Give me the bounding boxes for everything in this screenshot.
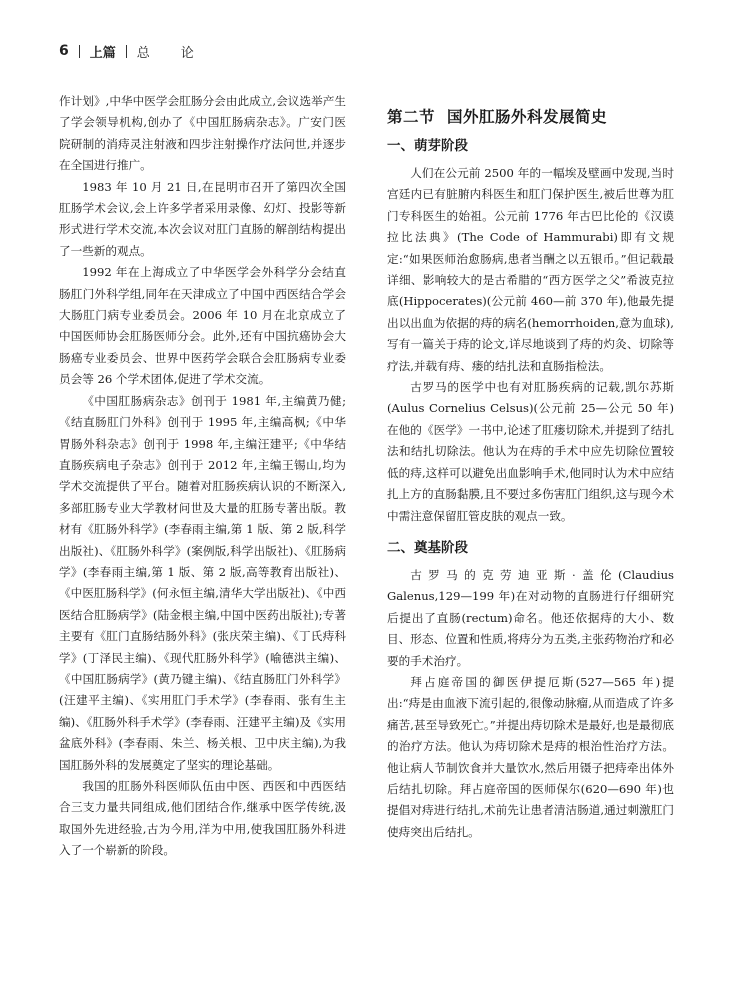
header-divider xyxy=(79,45,80,58)
section-number: 第二节 xyxy=(387,108,436,126)
left-column xyxy=(59,91,346,862)
right-column xyxy=(387,106,674,843)
section-heading xyxy=(387,106,674,128)
paragraph: 1983 年 10 月 21 日,在昆明市召开了第四次全国肛肠学术会议,会上许多学者采用录像、幻灯、投影等新形式进行学术交流,本次会议对肛门直肠的解剖结构提出了一些新的观点。 xyxy=(59,179,346,258)
page-number: 6 xyxy=(59,43,69,59)
paragraph: 《中国肛肠病杂志》创刊于 1981 年,主编黄乃健;《结直肠肛门外科》创刊于 1995 年,主编高枫;《中华胃肠外科杂志》创刊于 1998 年,主编汪建平;《中华结直肠疾病电子杂志》创刊于 2012 年,主编王锡山,均为学术交流提供了平台。随着对肛肠疾病认识的不断深入,多部肛肠专业大学教材问世及大量的肛肠专著出版。教材有《肛肠外科学》(李春雨主编,第 1 版、第 2 版,科学出版社)、《肛肠外科学》(案例版,科学出版社)、《肛肠病学》(李春雨主编,第 1 版、第 2 版,高等教育出版社)、《中医肛肠科学》(何永恒主编,清华大学出版社)、《中西医结合肛肠病学》(陆金根主编,中国中医药出版社);专著主要有《肛门直肠结肠外科》(张庆荣主编)、《丁氏痔科学》(丁泽民主编)、《现代肛肠外科学》(喻德洪主编)、《中国肛肠病学》(黄乃键主编)、《结直肠肛门外科学》(汪建平主编)、《实用肛门手术学》(李春雨、张有生主编)、《肛肠外科手术学》(李春雨、汪建平主编)及《实用盆底外科》(李春雨、朱兰、杨关根、卫中庆主编),为我国肛肠外科的发展奠定了坚实的理论基础。 xyxy=(59,393,346,772)
paragraph: 拜占庭帝国的御医伊提厄斯(527—565 年)提出:“痔是由血液下流引起的,很像动脉瘤,从而造成了许多痛苦,甚至导致死亡。”并提出痔切除术是最好,也是最彻底的治疗方法。他认为痔切除术是痔的根治性治疗方法。他让病人节制饮食并大量饮水,然后用镊子把痔牵出体外后结扎切除。拜占庭帝国的医师保尔(620—690 年)也提倡对痔进行结扎,术前先让患者清洁肠道,通过刺激肛门使痔突出后结扎。 xyxy=(387,674,674,839)
paragraph: 1992 年在上海成立了中华医学会外科学分会结直肠肛门外科学组,同年在天津成立了中国中西医结合学会大肠肛门病专业委员会。2006 年 10 月在北京成立了中国医师协会肛肠医师分会。此外,还有中国抗癌协会大肠癌专业委员会、世界中医药学会联合会肛肠病专业委员会等 26 个学术团体,促进了学术交流。 xyxy=(59,265,346,387)
part-label: 上篇 xyxy=(89,45,116,61)
chapter-title: 总 论 xyxy=(136,45,203,61)
paragraph: 古罗马的医学中也有对肛肠疾病的记载,凯尔苏斯(Aulus Cornelius Celsus)(公元前 25—公元 50 年)在他的《医学》一书中,论述了肛瘘切除术,并提到了结扎法和结扎切除法。他认为在痔的手术中应先切除位置较低的痔,这样可以避免出血影响手术,他同时认为术中应结扎上方的直肠黏膜,且不要过多伤害肛门组织,这与现今术中需注意保留肛管皮肤的观点一致。 xyxy=(387,380,674,523)
subsection-heading: 一、萌芽阶段 xyxy=(387,138,468,154)
paragraph: 我国的肛肠外科医师队伍由中医、西医和中西医结合三支力量共同组成,他们团结合作,继承中医学传统,汲取国外先进经验,古为今用,洋为中用,使我国肛肠外科进入了一个崭新的阶段。 xyxy=(59,779,346,858)
paragraph: 作计划》,中华中医学会肛肠分会由此成立,会议选举产生了学会领导机构,创办了《中国肛肠病杂志》。广安门医院研制的消痔灵注射液和四步注射操作疗法问世,并逐步在全国进行推广。 xyxy=(59,94,346,173)
subsection-heading: 二、奠基阶段 xyxy=(387,539,468,556)
section-title: 国外肛肠外科发展简史 xyxy=(447,108,608,126)
paragraph: 古罗马的克劳迪亚斯·盖伦(Claudius Galenus,129—199 年)在对动物的直肠进行仔细研究后提出了直肠(rectum)命名。他还依据痔的大小、数目、形态、位置和性质,将痔分为五类,主张药物治疗和必要的手术治疗。 xyxy=(387,567,674,668)
paragraph: 人们在公元前 2500 年的一幅埃及壁画中发现,当时宫廷内已有脏腑内科医生和肛门保护医生,被后世尊为肛门专科医生的始祖。公元前 1776 年古巴比伦的《汉谟拉比法典》(The Code of Hammurabi)即有文规定:“如果医师治愈肠病,患者当酬之以五银币。”但记载最详细、影响较大的是古希腊的“西方医学之父”希波克拉底(Hippocerates)(公元前 460—前 370 年),他最先提出以出血为依据的痔的病名(hemorrhoiden,意为血球),写有一篇关于痔的论文,详尽地谈到了痔的灼灸、切除等疗法,并载有痔、瘘的结扎法和直肠指检法。 xyxy=(387,166,674,373)
header-divider xyxy=(126,45,127,58)
running-header xyxy=(59,40,203,62)
